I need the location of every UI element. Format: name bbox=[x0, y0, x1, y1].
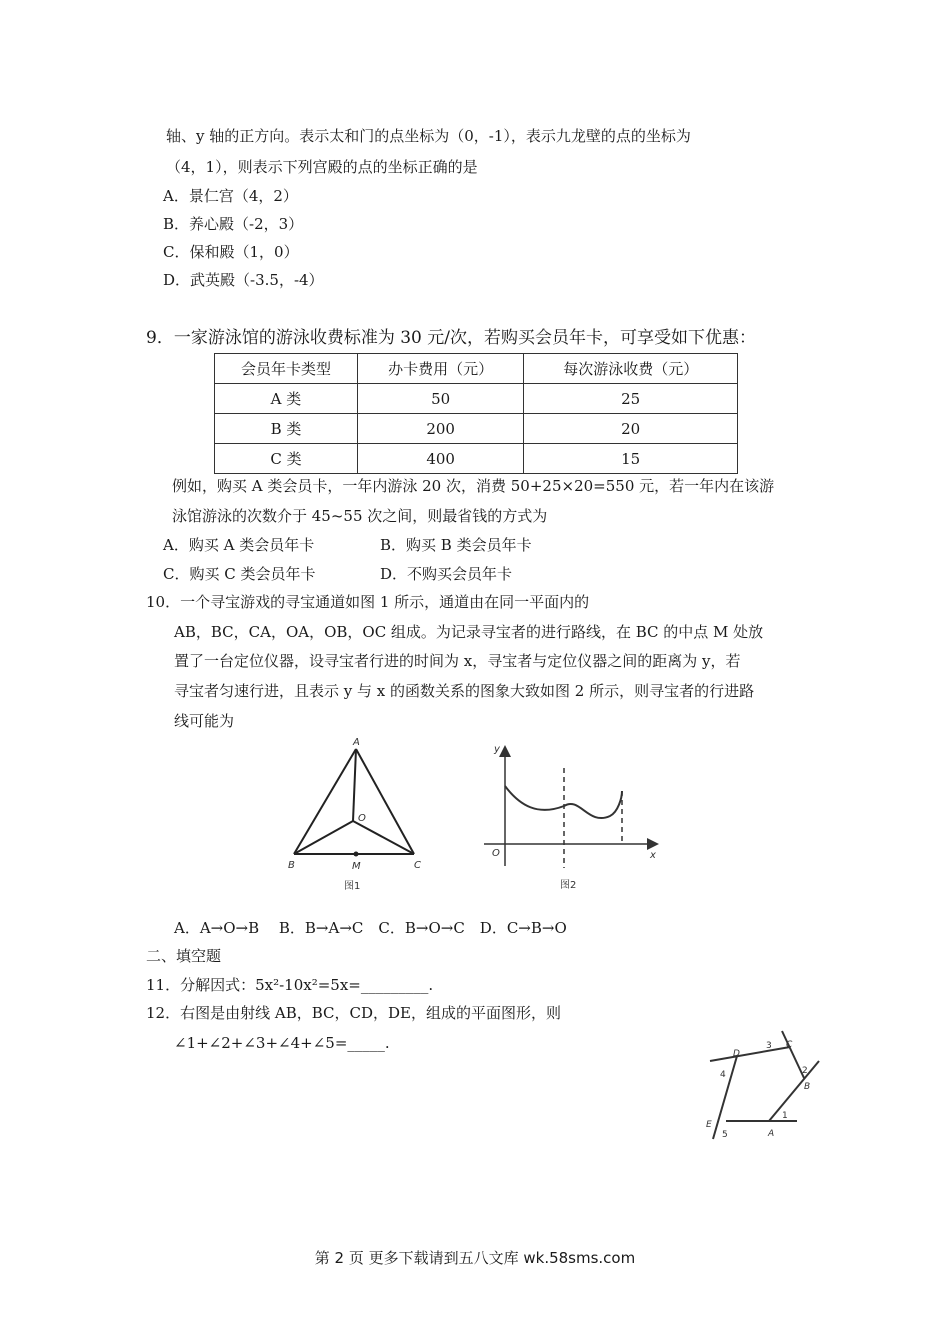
ray-ea bbox=[713, 1056, 737, 1139]
fee-table bbox=[214, 353, 738, 474]
label-origin: O bbox=[492, 848, 500, 859]
table-row bbox=[215, 444, 738, 474]
figure-2-graph bbox=[480, 738, 665, 898]
figure-q12-rays bbox=[698, 1025, 830, 1150]
label-o: O bbox=[358, 813, 366, 824]
q8-option-b: B．养心殿（-2，3） bbox=[163, 215, 304, 233]
q10-options: A．A→O→B B．B→A→C C．B→O→C D．C→B→O bbox=[174, 919, 567, 937]
q9-option-d: D．不购买会员年卡 bbox=[380, 565, 513, 583]
q11: 11．分解因式：5x²-10x²=5x=_________. bbox=[146, 976, 434, 994]
table-cell: 400 bbox=[357, 444, 523, 474]
table-cell: A 类 bbox=[215, 384, 358, 414]
angle-1-label: 1 bbox=[782, 1111, 788, 1121]
figure-2-caption: 图2 bbox=[560, 880, 577, 891]
label-d: D bbox=[733, 1049, 740, 1059]
table-header-cell: 每次游泳收费（元） bbox=[524, 354, 738, 384]
table-cell: 15 bbox=[524, 444, 738, 474]
label-b: B bbox=[288, 860, 295, 871]
q10-line-4: 寻宝者匀速行进，且表示 y 与 x 的函数关系的图象大致如图 2 所示，则寻宝者的行进路 bbox=[174, 682, 755, 700]
label-c: C bbox=[414, 860, 421, 871]
table-header-cell: 会员年卡类型 bbox=[215, 354, 358, 384]
table-cell: 200 bbox=[357, 414, 523, 444]
figure-1-caption: 图1 bbox=[344, 881, 361, 892]
table-cell: C 类 bbox=[215, 444, 358, 474]
label-b: B bbox=[804, 1082, 811, 1092]
table-header-row bbox=[215, 354, 738, 384]
label-x: x bbox=[650, 850, 656, 861]
figure-1-triangle bbox=[280, 735, 430, 895]
segment-oa bbox=[353, 749, 356, 821]
q10-line-2: AB，BC，CA，OA，OB，OC 组成。为记录寻宝者的进行路线，在 BC 的中点 M 处放 bbox=[174, 623, 764, 641]
table-row bbox=[215, 384, 738, 414]
q10-line-3: 置了一台定位仪器，设寻宝者行进的时间为 x，寻宝者与定位仪器之间的距离为 y，若 bbox=[174, 652, 741, 670]
q10-line-5: 线可能为 bbox=[174, 712, 235, 730]
table-header-cell: 办卡费用（元） bbox=[357, 354, 523, 384]
q8-option-c: C．保和殿（1，0） bbox=[163, 243, 299, 261]
q8-option-d: D．武英殿（-3.5，-4） bbox=[163, 271, 324, 289]
q9-option-a: A．购买 A 类会员年卡 bbox=[163, 536, 315, 554]
q8-line-2: （4，1），则表示下列宫殿的点的坐标正确的是 bbox=[166, 158, 478, 176]
ray-de bbox=[710, 1047, 790, 1061]
point-m bbox=[354, 852, 359, 857]
ray-cd bbox=[782, 1031, 804, 1078]
q8-line-1: 轴、y 轴的正方向。表示太和门的点坐标为（0，-1），表示九龙壁的点的坐标为 bbox=[166, 127, 691, 145]
q9-example-1: 例如，购买 A 类会员卡，一年内游泳 20 次，消费 50+25×20=550 元，若一年内在该游 bbox=[172, 477, 775, 495]
label-m: M bbox=[352, 861, 361, 872]
label-e: E bbox=[706, 1120, 712, 1130]
table-cell: 25 bbox=[524, 384, 738, 414]
angle-4-label: 4 bbox=[720, 1070, 726, 1080]
q9-option-c: C．购买 C 类会员年卡 bbox=[163, 565, 316, 583]
table-cell: 20 bbox=[524, 414, 738, 444]
q10-line-1: 10．一个寻宝游戏的寻宝通道如图 1 所示，通道由在同一平面内的 bbox=[146, 593, 590, 611]
angle-2-label: 2 bbox=[802, 1066, 808, 1076]
q9-stem: 9．一家游泳馆的游泳收费标准为 30 元/次，若购买会员年卡，可享受如下优惠： bbox=[146, 328, 756, 348]
label-a: A bbox=[768, 1129, 775, 1139]
angle-5-label: 5 bbox=[722, 1130, 728, 1140]
segment-ab bbox=[294, 749, 356, 854]
page-footer: 第 2 页 更多下载请到五八文库 wk.58sms.com bbox=[314, 1249, 636, 1267]
angle-3-label: 3 bbox=[766, 1041, 772, 1051]
q12-line-1: 12．右图是由射线 AB，BC，CD，DE，组成的平面图形，则 bbox=[146, 1004, 561, 1022]
section-2-heading: 二、填空题 bbox=[146, 947, 222, 965]
label-c: C bbox=[786, 1040, 793, 1050]
table-cell: B 类 bbox=[215, 414, 358, 444]
label-a: A bbox=[353, 737, 360, 748]
ray-bc bbox=[769, 1061, 819, 1121]
label-y: y bbox=[494, 744, 500, 755]
q8-option-a: A．景仁宫（4，2） bbox=[163, 187, 298, 205]
table-cell: 50 bbox=[357, 384, 523, 414]
q12-line-2: ∠1+∠2+∠3+∠4+∠5=_____. bbox=[174, 1034, 390, 1052]
table-row bbox=[215, 414, 738, 444]
q9-example-2: 泳馆游泳的次数介于 45~55 次之间，则最省钱的方式为 bbox=[172, 507, 548, 525]
q9-option-b: B．购买 B 类会员年卡 bbox=[380, 536, 532, 554]
